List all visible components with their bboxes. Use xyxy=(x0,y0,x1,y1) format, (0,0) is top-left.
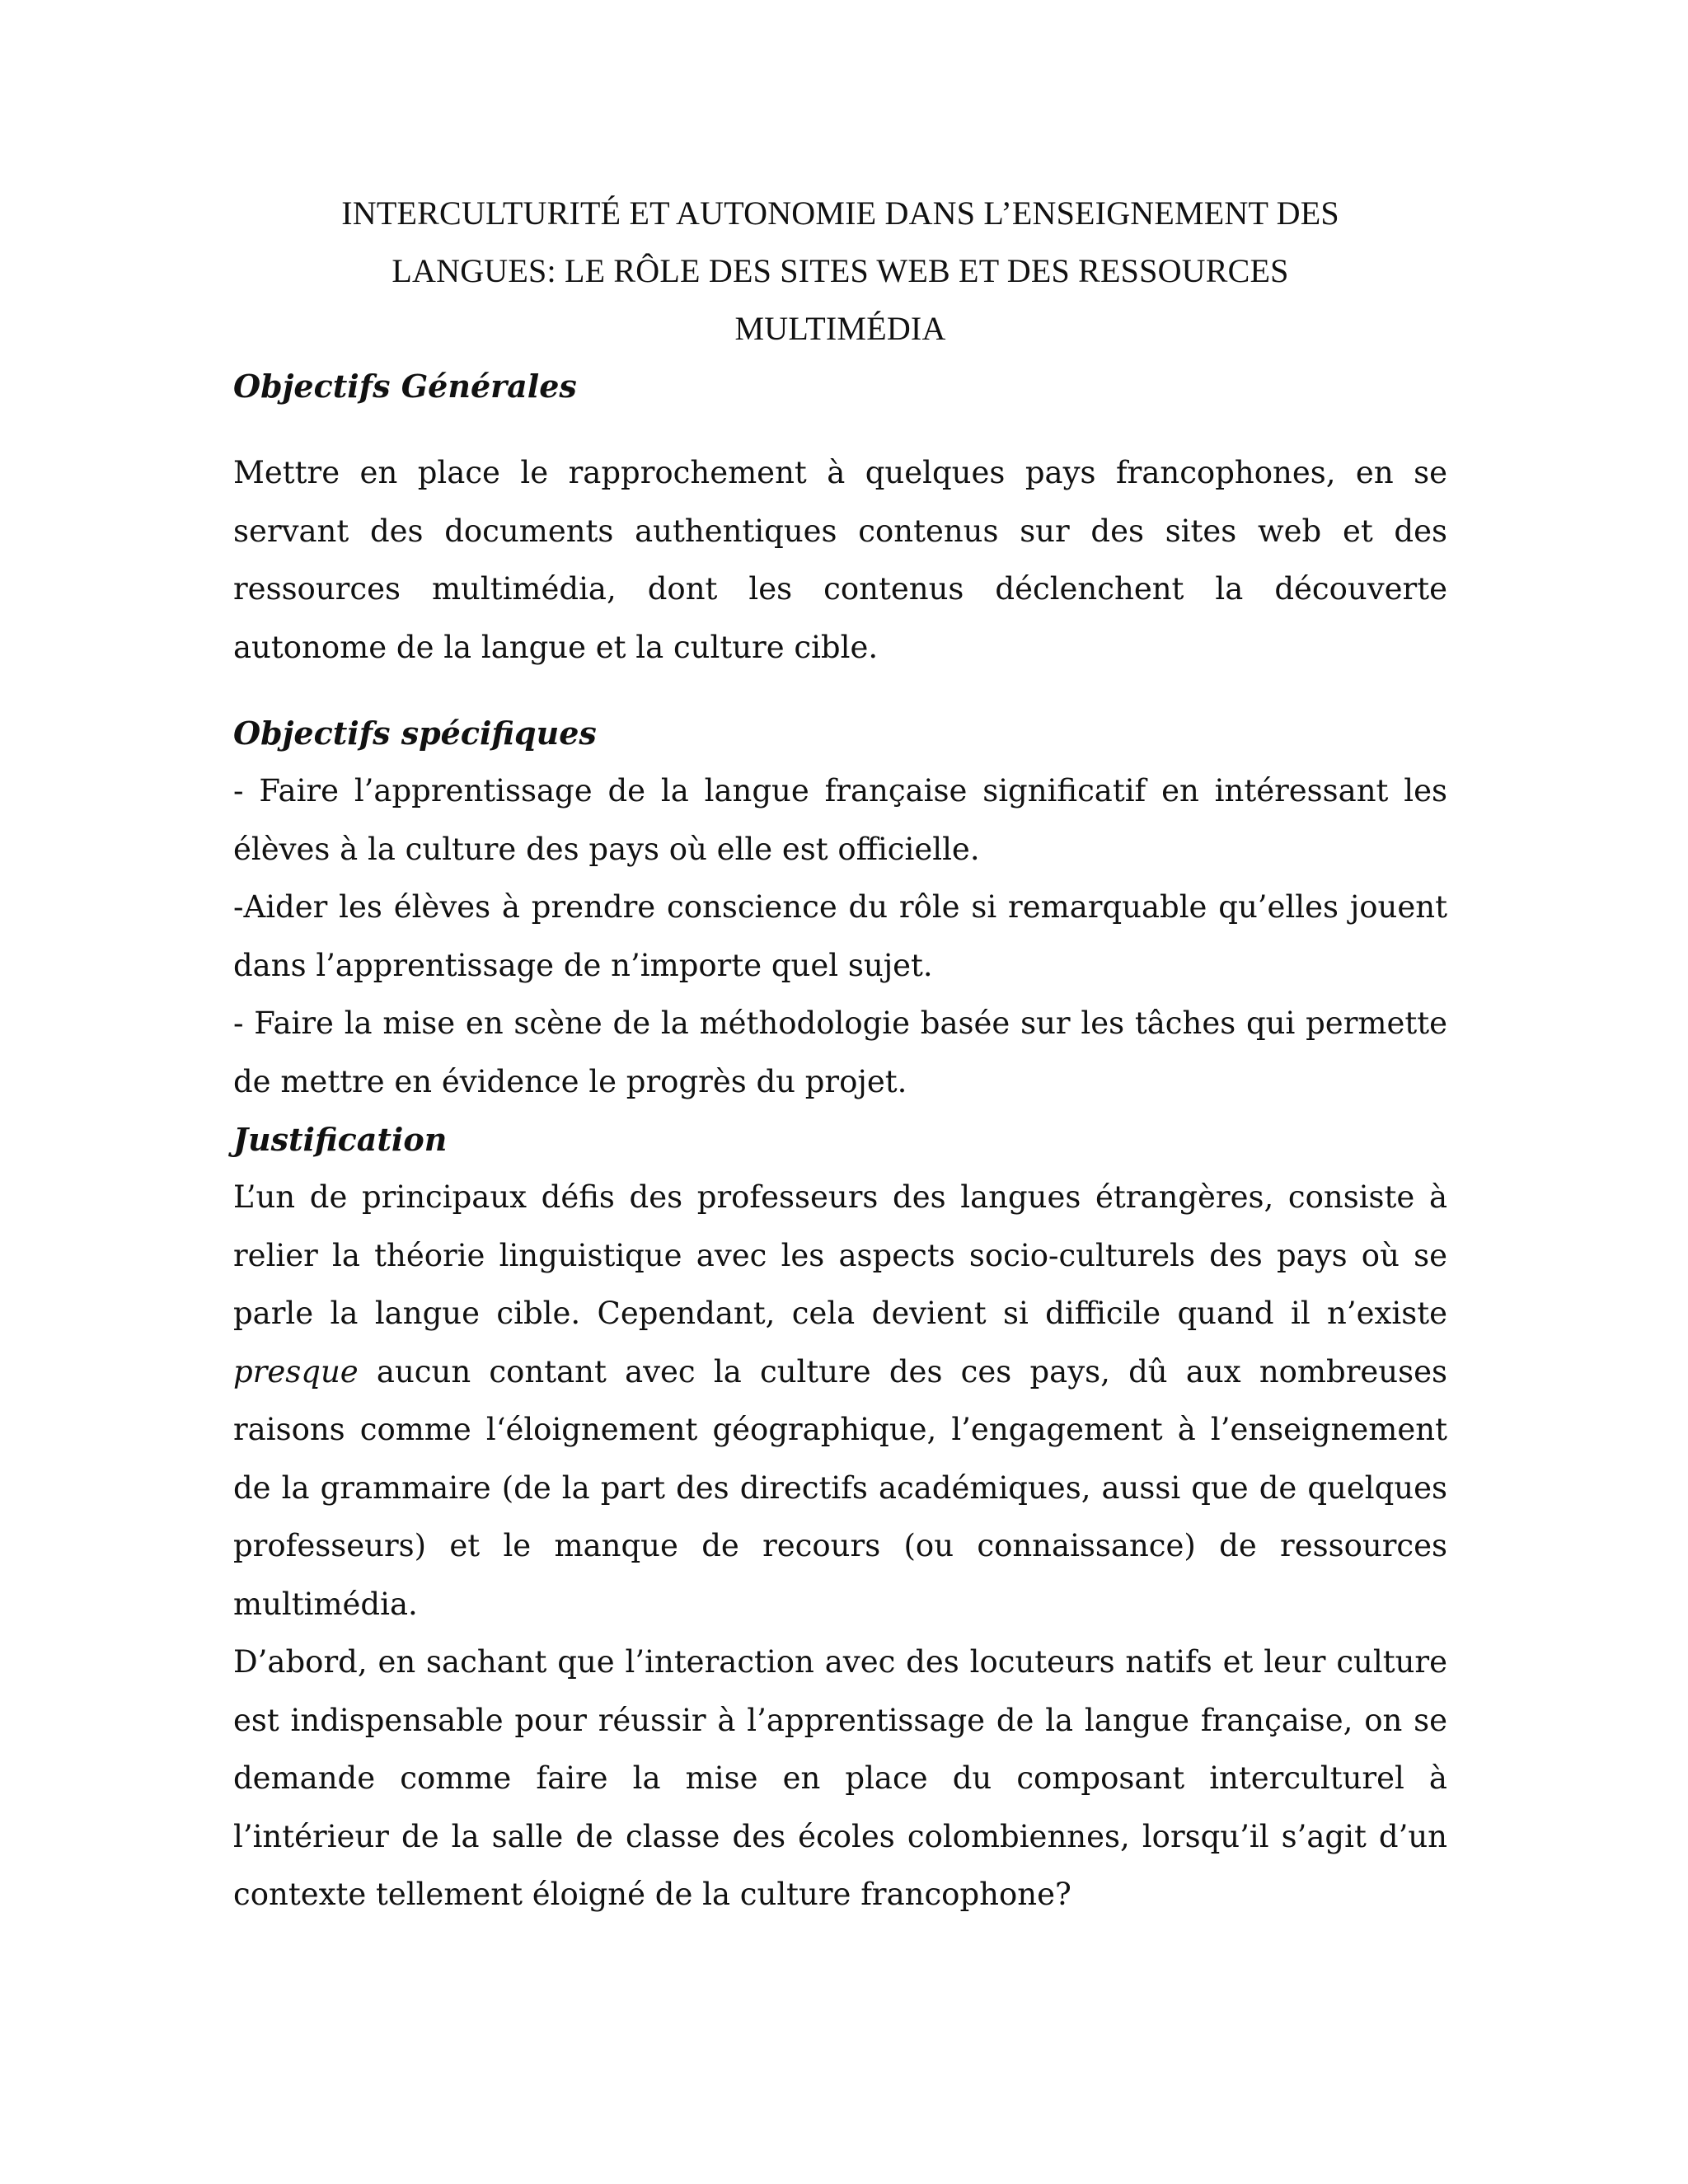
title-line-1: INTERCULTURITÉ ET AUTONOMIE DANS L’ENSEIGNEMENT DES xyxy=(341,194,1339,232)
justification-text-part-1: L’un de principaux défis des professeurs des langues étrangères, consiste à relier la théorie linguistique avec les aspects socio-culturels des pays où se parle la langue cible. Cependant, cela devient si difficile quand il n’existe xyxy=(233,1179,1447,1331)
justification-italic-word: presque xyxy=(233,1353,359,1390)
paragraph-objectifs-generales: Mettre en place le rapprochement à quelques pays francophones, en se servant des documents authentiques contenus sur des sites web et des ressources multimédia, dont les contenus déclenchent la découverte autonome de la langue et la culture cible. xyxy=(233,455,1447,665)
list-item-objectif-1: - Faire l’apprentissage de la langue française significatif en intéressant les élèves à la culture des pays où elle est officielle. xyxy=(233,773,1447,867)
document-title xyxy=(233,185,1447,358)
title-line-3: MULTIMÉDIA xyxy=(734,310,946,347)
list-item-objectif-2: -Aider les élèves à prendre conscience du rôle si remarquable qu’elles jouent dans l’apprentissage de n’importe quel sujet. xyxy=(233,889,1447,983)
document-page xyxy=(233,185,1447,1924)
paragraph-justification-1 xyxy=(233,1169,1447,1633)
heading-justification: Justification xyxy=(233,1121,448,1158)
heading-objectifs-specifiques: Objectifs spécifiques xyxy=(233,715,597,752)
heading-objectifs-generales: Objectifs Générales xyxy=(233,368,577,405)
list-item-objectif-3: - Faire la mise en scène de la méthodologie basée sur les tâches qui permette de mettre en évidence le progrès du projet. xyxy=(233,1005,1447,1099)
paragraph-justification-2: D’abord, en sachant que l’interaction avec des locuteurs natifs et leur culture est indispensable pour réussir à l’apprentissage de la langue française, on se demande comme faire la mise en place du composant interculturel à l’intérieur de la salle de classe des écoles colombiennes, lorsqu’il s’agit d’un contexte tellement éloigné de la culture francophone? xyxy=(233,1644,1447,1912)
title-line-2: LANGUES: LE RÔLE DES SITES WEB ET DES RESSOURCES xyxy=(392,252,1289,289)
justification-text-part-2: aucun contant avec la culture des ces pays, dû aux nombreuses raisons comme l‘éloignement géographique, l’engagement à l’enseignement de la grammaire (de la part des directifs académiques, aussi que de quelques professeurs) et le manque de recours (ou connaissance) de ressources multimédia. xyxy=(233,1353,1447,1622)
